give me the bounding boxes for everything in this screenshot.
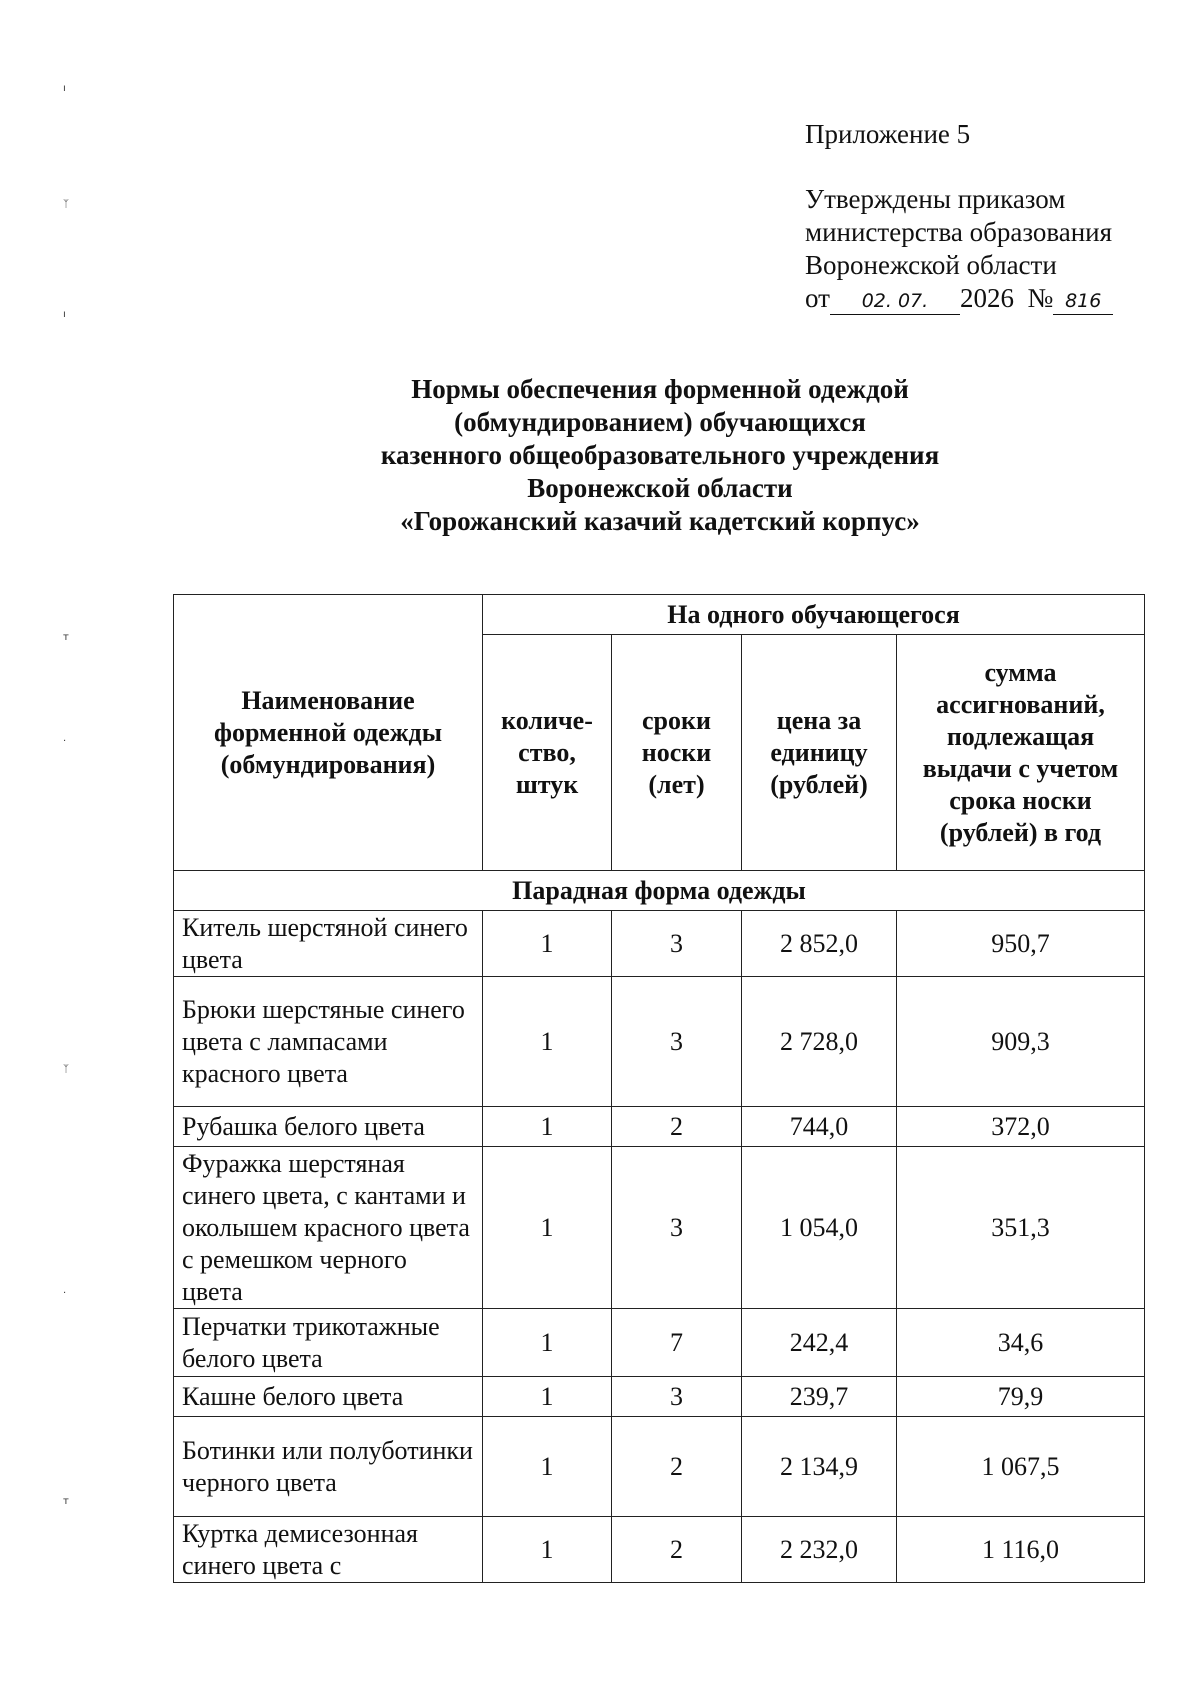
item-sum: 909,3 bbox=[897, 977, 1145, 1107]
table-row bbox=[174, 911, 1145, 977]
appendix-label: Приложение 5 bbox=[805, 119, 971, 149]
scan-mark: ı bbox=[63, 309, 66, 320]
order-date-line bbox=[805, 282, 1113, 315]
item-term: 2 bbox=[612, 1417, 742, 1517]
item-name: Куртка демисезонная синего цвета с bbox=[174, 1517, 483, 1583]
header-term: сроки носки (лет) bbox=[612, 635, 742, 871]
item-qty: 1 bbox=[483, 1309, 612, 1377]
table-row bbox=[174, 1309, 1145, 1377]
item-sum: 34,6 bbox=[897, 1309, 1145, 1377]
handwritten-number: 816 bbox=[1053, 288, 1113, 315]
item-price: 2 232,0 bbox=[742, 1517, 897, 1583]
scan-mark: т bbox=[63, 632, 69, 643]
table-row bbox=[174, 1107, 1145, 1147]
item-qty: 1 bbox=[483, 1417, 612, 1517]
item-sum: 1 067,5 bbox=[897, 1417, 1145, 1517]
item-sum: 1 116,0 bbox=[897, 1517, 1145, 1583]
header-sum: сумма ассигнований, подлежащая выдачи с учетом срока носки (рублей) в год bbox=[897, 635, 1145, 871]
table-row bbox=[174, 1147, 1145, 1309]
item-term: 3 bbox=[612, 1147, 742, 1309]
approval-block bbox=[805, 118, 1113, 315]
item-name: Перчатки трикотажные белого цвета bbox=[174, 1309, 483, 1377]
header-name: Наименование форменной одежды (обмундирования) bbox=[174, 595, 483, 871]
item-name: Фуражка шерстяная синего цвета, с кантами и околышем красного цвета с ремешком черного цвета bbox=[174, 1147, 483, 1309]
item-qty: 1 bbox=[483, 1517, 612, 1583]
scan-mark: ᛉ bbox=[63, 1064, 69, 1075]
item-price: 2 852,0 bbox=[742, 911, 897, 977]
title-line: Воронежской области bbox=[527, 473, 793, 503]
item-sum: 351,3 bbox=[897, 1147, 1145, 1309]
scan-mark: ı bbox=[63, 83, 66, 94]
header-price: цена за единицу (рублей) bbox=[742, 635, 897, 871]
item-price: 239,7 bbox=[742, 1377, 897, 1417]
item-term: 2 bbox=[612, 1107, 742, 1147]
item-qty: 1 bbox=[483, 1107, 612, 1147]
item-qty: 1 bbox=[483, 1377, 612, 1417]
item-term: 7 bbox=[612, 1309, 742, 1377]
table-row bbox=[174, 1377, 1145, 1417]
number-sign: № bbox=[1027, 283, 1054, 313]
header-qty: количе-ство, штук bbox=[483, 635, 612, 871]
norms-table bbox=[173, 594, 1145, 1583]
header-group: На одного обучающегося bbox=[483, 595, 1145, 635]
item-sum: 950,7 bbox=[897, 911, 1145, 977]
title-line: казенного общеобразовательного учреждения bbox=[380, 440, 940, 470]
order-year: 2026 bbox=[959, 283, 1014, 313]
date-prefix: от bbox=[805, 283, 830, 313]
scan-mark: · bbox=[63, 736, 67, 747]
item-name: Ботинки или полуботинки черного цвета bbox=[174, 1417, 483, 1517]
approval-line: Воронежской области bbox=[805, 250, 1057, 280]
section-title: Парадная форма одежды bbox=[174, 871, 1145, 911]
table-row bbox=[174, 1417, 1145, 1517]
table-row bbox=[174, 977, 1145, 1107]
item-price: 744,0 bbox=[742, 1107, 897, 1147]
item-qty: 1 bbox=[483, 1147, 612, 1309]
item-qty: 1 bbox=[483, 911, 612, 977]
title-line: «Горожанский казачий кадетский корпус» bbox=[400, 506, 920, 536]
item-price: 2 728,0 bbox=[742, 977, 897, 1107]
item-price: 1 054,0 bbox=[742, 1147, 897, 1309]
title-line: (обмундированием) обучающихся bbox=[454, 407, 866, 437]
scan-mark: · bbox=[63, 1288, 67, 1299]
item-sum: 372,0 bbox=[897, 1107, 1145, 1147]
handwritten-date: 02. 07. bbox=[830, 288, 960, 315]
item-name: Кашне белого цвета bbox=[174, 1377, 483, 1417]
item-price: 2 134,9 bbox=[742, 1417, 897, 1517]
title-line: Нормы обеспечения форменной одеждой bbox=[411, 374, 909, 404]
document-title bbox=[0, 373, 1200, 538]
item-name: Брюки шерстяные синего цвета с лампасами красного цвета bbox=[174, 977, 483, 1107]
item-qty: 1 bbox=[483, 977, 612, 1107]
item-term: 3 bbox=[612, 1377, 742, 1417]
approval-line: Утверждены приказом bbox=[805, 184, 1066, 214]
approval-line: министерства образования bbox=[805, 217, 1113, 247]
item-term: 3 bbox=[612, 911, 742, 977]
scan-mark: т bbox=[63, 1496, 69, 1507]
item-name: Рубашка белого цвета bbox=[174, 1107, 483, 1147]
item-price: 242,4 bbox=[742, 1309, 897, 1377]
table-row bbox=[174, 1517, 1145, 1583]
item-sum: 79,9 bbox=[897, 1377, 1145, 1417]
item-term: 3 bbox=[612, 977, 742, 1107]
item-term: 2 bbox=[612, 1517, 742, 1583]
scan-mark: ᛉ bbox=[63, 199, 69, 210]
item-name: Китель шерстяной синего цвета bbox=[174, 911, 483, 977]
